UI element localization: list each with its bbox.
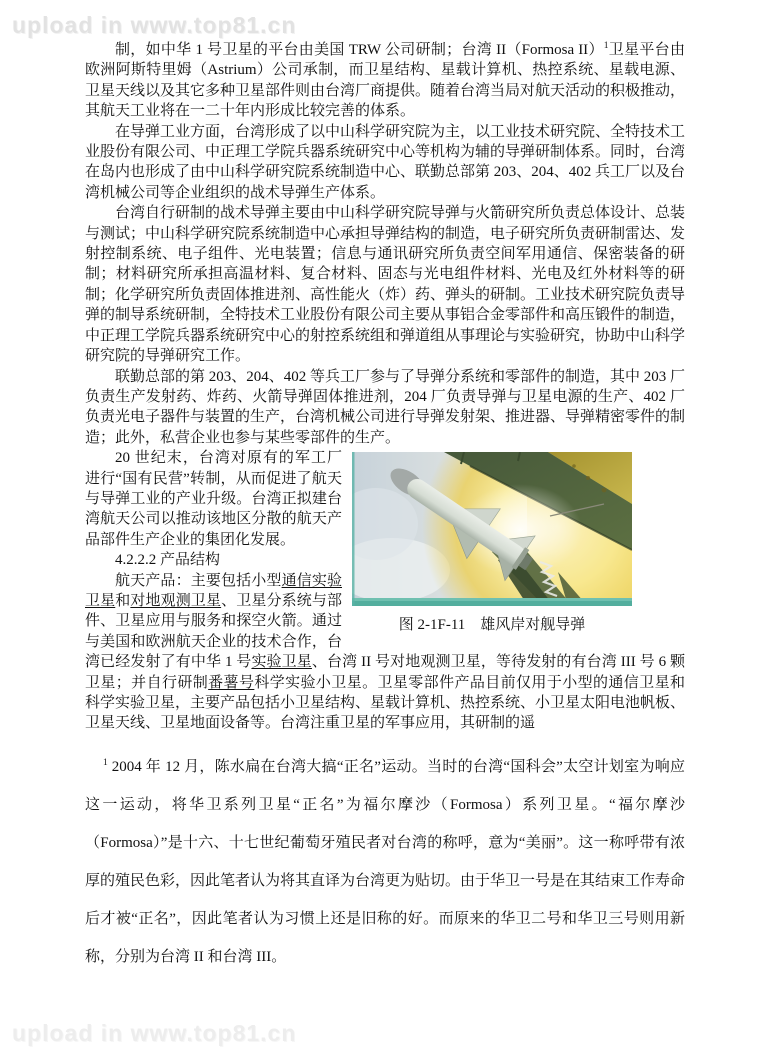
paragraph-arsenal-factories: 联勤总部的第 203、204、402 等兵工厂参与了导弹分系统和零部件的制造，其中 203 厂负责生产发射药、炸药、火箭导弹固体推进剂，204 厂负责导弹与卫星电源的生产、402 厂负责光电子器件与装置的生产，台湾机械公司进行导弹发射架、推进器、导弹精密零件的制造；此外，私营企业也参与某些零部件的生产。	[85, 368, 686, 446]
paragraph-missile-industry-system: 在导弹工业方面，台湾形成了以中山科学研究院为主，以工业技术研究院、全特技术工业股份有限公司、中正理工学院兵器系统研究中心等机构为辅的导弹研制体系。同时，台湾在岛内也形成了由中山科学研究院系统制造中心、联勤总部第 203、204、402 兵工厂以及台湾机械公司等企业组织的战术导弹生产体系。	[85, 123, 686, 201]
footnote-block	[85, 748, 685, 976]
missile-launch-photo	[352, 452, 632, 606]
footnote-text: $^1$ 2004 年 12 月，陈水扁在台湾大搞“正名”运动。当时的台湾“国科会”太空计划室为响应这一运动，将华卫系列卫星“正名”为福尔摩沙（Formosa）系列卫星。“福尔摩沙（Formosa）”是十六、十七世纪葡萄牙殖民者对台湾的称呼，意为“美丽”。这一称呼带有浓厚的殖民色彩，因此笔者认为将其直译为台湾更为贴切。由于华卫一号是在其结束工作寿命后才被“正名”，因此笔者认为习惯上还是旧称的好。而原来的华卫二号和华卫三号则用新称，分别为台湾 II 和台湾 III。	[85, 758, 686, 965]
paragraph-missile-rd-division: 台湾自行研制的战术导弹主要由中山科学研究院导弹与火箭研究所负责总体设计、总装与测试；中山科学研究院系统制造中心承担导弹结构的制造，电子研究所负责研制雷达、发射控制系统、电子组件、光电装置；信息与通讯研究所负责空间军用通信、保密装备的研制；材料研究所承担高温材料、复合材料、固态与光电组件材料、光电及红外材料等的研制；化学研究所负责固体推进剂、高性能火（炸）药、弹头的研制。工业技术研究院负责导弹的制导系统研制，全特技术工业股份有限公司主要从事铝合金零部件和高压锻件的制造，中正理工学院兵器系统研究中心的射控系统组和弹道组从事理论与实验研究，协助中山科学研究院的导弹研究工作。	[85, 205, 686, 365]
paragraph-space-products: 航天产品：主要包括小型通信实验卫星和对地观测卫星、卫星分系统与部件、卫星应用与服务和探空火箭。通过与美国和欧洲航天企业的技术合作，台湾已经发射了有中华 1 号实验卫星、台湾 II 号对地观测卫星，等待发射的有台湾 III 号 6 颗卫星；并自行研制番薯号科学实验小卫星。卫星零部件产品目前仅用于小型的通信卫星和科学实验卫星，主要产品包括小卫星结构、星载计算机、热控系统、小卫星太阳电池帆板、卫星天线、卫星地面设备等。台湾注重卫星的军事应用，其研制的遥	[85, 572, 686, 732]
paragraph-satellite-platform: 制，如中华 1 号卫星的平台由美国 TRW 公司研制；台湾 II（Formosa II）$^1$卫星平台由欧洲阿斯特里姆（Astrium）公司承制，而卫星结构、星载计算机、热控系统、星载电源、卫星天线以及其它多种卫星部件则由台湾厂商提供。随着台湾当局对航天活动的积极推动，其航天工业将在一二十年内形成比较完善的体系。	[85, 41, 686, 120]
section-heading-product-structure: 4.2.2.2 产品结构	[115, 552, 221, 569]
figure-caption: 图 2-1F-11 雄风岸对舰导弹	[398, 617, 586, 634]
document-body	[85, 40, 685, 734]
missile-photo-figure	[352, 452, 632, 635]
watermark-top: upload in www.top81.cn	[12, 12, 297, 38]
watermark-bottom: upload in www.top81.cn	[12, 1020, 297, 1046]
paragraph-privatization: 20 世纪末，台湾对原有的军工厂进行“国有民营”转制，从而促进了航天与导弹工业的产业升级。台湾正拟建台湾航天公司以推动该地区分散的航天产品部件生产企业的集团化发展。	[85, 450, 342, 548]
